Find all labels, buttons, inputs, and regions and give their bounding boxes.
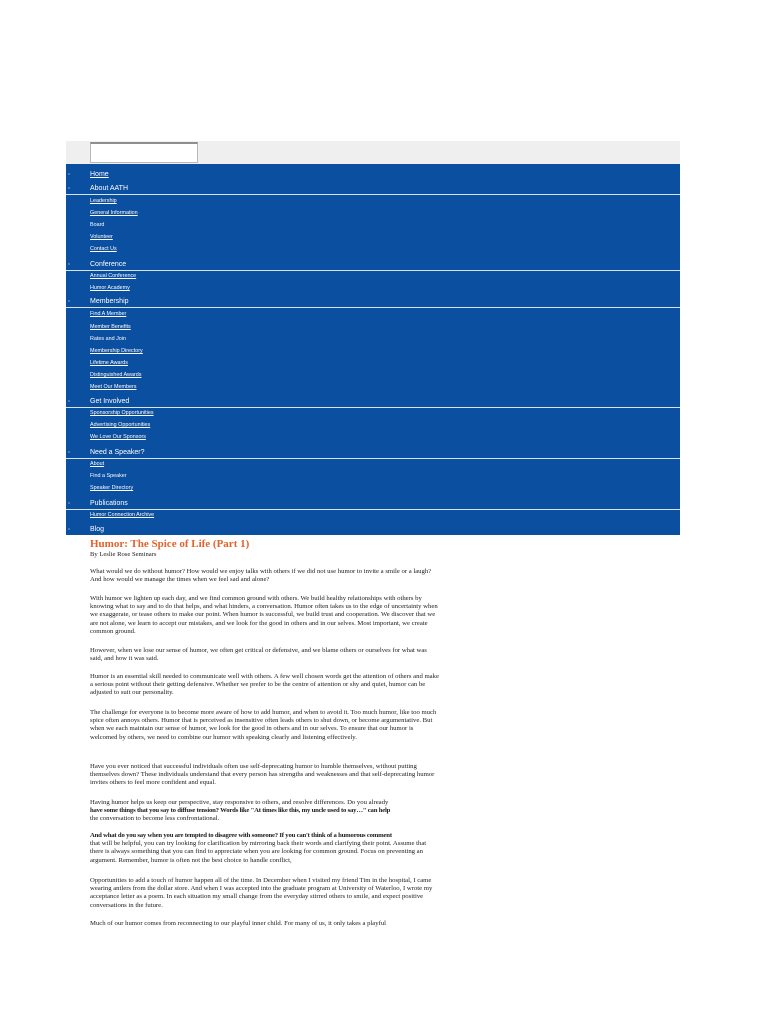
nav-membership[interactable]: Membership [90,298,129,305]
nav-sub-sponsorship-opportunities[interactable]: Sponsorship Opportunities [90,410,154,416]
article-paragraph: Have you ever noticed that successful individuals often use self-deprecating humor to humble themselves, without putting themselves down? These individuals understand that every person has strengths and weaknesses and that self-deprecating humor invites others to feel more confident and equal. [90,763,435,787]
main-navigation [66,164,680,535]
bullet [68,187,70,189]
nav-sub-annual-conference[interactable]: Annual Conference [90,273,137,279]
bullet [68,300,70,302]
article-paragraph: The challenge for everyone is to become more aware of how to add humor, and when to avoid it. Too much humor, like too much spice often annoys others. Humor that is perceived as insensitive often leads others to shut down, or become argumentative. But when we each maintain our sense of humor, we look for the good in others and in our selves. To ensure that our humor is welcomed by others, we need to combine our humor with speaking clearly and listening effectively. [90,709,437,741]
nav-sub-membership-directory[interactable]: Membership Directory [90,348,143,354]
nav-sub-humor-academy[interactable]: Humor Academy [90,285,130,291]
nav-divider [66,458,680,459]
nav-sub-find-a-member[interactable]: Find A Member [90,311,127,317]
article-line: Having humor helps us keep our perspective, stay responsive to others, and resolve differences. Do you already [90,799,389,806]
nav-divider [66,270,680,271]
article-paragraph: Humor is an essential skill needed to communicate well with others. A few well chosen words get the attention of others and make a serious point without their getting defensive. Whether we prefer to be the centre of attention or shy and quiet, humor can be adjusted to suit our personality. [90,673,439,697]
article-line: that will be helpful, you can try looking for clarification by mirroring back their words and clarifying their point. Assume that there is always something that you can find to appreciate when you are looking for common ground. Focus on preventing an argument. Remember, humor is often not the best choice to handle conflict, [90,840,427,864]
nav-conference[interactable]: Conference [90,261,127,268]
nav-sub-we-love-our-sponsors[interactable]: We Love Our Sponsors [90,434,146,440]
article-paragraph: What would we do without humor? How would we enjoy talks with others if we did not use humor to invite a smile or a laugh? And how would we manage the times when we feel sad and alone? [90,568,432,584]
nav-sub-lifetime-awards[interactable]: Lifetime Awards [90,360,128,366]
nav-sub-about[interactable]: About [90,461,105,467]
nav-divider [66,307,680,308]
nav-sub-advertising-opportunities[interactable]: Advertising Opportunities [90,422,151,428]
nav-home[interactable]: Home [90,171,109,178]
bullet [68,173,70,175]
nav-blog[interactable]: Blog [90,526,105,533]
bullet [68,502,70,504]
nav-sub-distinguished-awards[interactable]: Distinguished Awards [90,372,142,378]
bullet [68,451,70,453]
nav-get-involved[interactable]: Get Involved [90,398,130,405]
nav-sub-board[interactable]: Board [90,222,105,228]
bullet [68,400,70,402]
nav-sub-general-information[interactable]: General Information [90,210,138,216]
article-line-emphasis: have some things that you say to diffuse tension? Words like "At times like this, my uncle used to say…" can help [90,807,391,815]
nav-need-a-speaker[interactable]: Need a Speaker? [90,449,145,456]
article-paragraph: With humor we lighten up each day, and we find common ground with others. We build healthy relationships with others by knowing what to say and to do that helps, and what hinders, a conversation. Humor often takes us to the edge of uncertainty when we exaggerate, or tease others to make our point. When humor is successful, we build trust and cooperation. We discover that we are not alone, we learn to accept our mistakes, and we look for the good in others and in our selves. Most important, we create common ground. [90,595,438,635]
article-paragraph [90,799,440,824]
nav-sub-rates-and-join[interactable]: Rates and Join [90,336,126,342]
nav-publications[interactable]: Publications [90,500,128,507]
nav-sub-find-a-speaker[interactable]: Find a Speaker [90,473,127,479]
article-title: Humor: The Spice of Life (Part 1) [90,538,250,550]
nav-sub-contact-us[interactable]: Contact Us [90,246,117,252]
nav-sub-speaker-directory[interactable]: Speaker Directory [90,485,134,491]
nav-sub-member-benefits[interactable]: Member Benefits [90,324,131,330]
article-paragraph: Opportunities to add a touch of humor happen all of the time. In December when I visited my friend Tim in the hospital, I came wearing antlers from the dollar store. And when I was accepted into the graduate program at University of Waterloo, I wrote my acceptance letter as a poem. In each situation my small change from the everyday stirred others to smile, and expect positive conversations in the future. [90,877,433,909]
nav-sub-leadership[interactable]: Leadership [90,198,117,204]
nav-divider [66,509,680,510]
article-byline: By Leslie Rose Seminars [90,551,157,558]
article-paragraph: Much of our humor comes from reconnecting to our playful inner child. For many of us, it only takes a playful [90,920,387,927]
nav-sub-volunteer[interactable]: Volunteer [90,234,113,240]
bullet [68,263,70,265]
article-paragraph: However, when we lose our sense of humor, we often get critical or defensive, and we blame others or ourselves for what was said, and how it was said. [90,647,427,663]
article-paragraph [90,832,440,865]
nav-sub-meet-our-members[interactable]: Meet Our Members [90,384,137,390]
bullet [68,528,70,530]
nav-about[interactable]: About AATH [90,185,129,192]
nav-divider [66,407,680,408]
search-input[interactable] [90,142,198,163]
nav-sub-humor-connection-archive[interactable]: Humor Connection Archive [90,512,155,518]
article-line: the conversation to become less confrontational. [90,815,220,823]
nav-divider [66,194,680,195]
article-line-emphasis: And what do you say when you are tempted to disagree with someone? If you can't think of a humorous comment [90,832,392,839]
